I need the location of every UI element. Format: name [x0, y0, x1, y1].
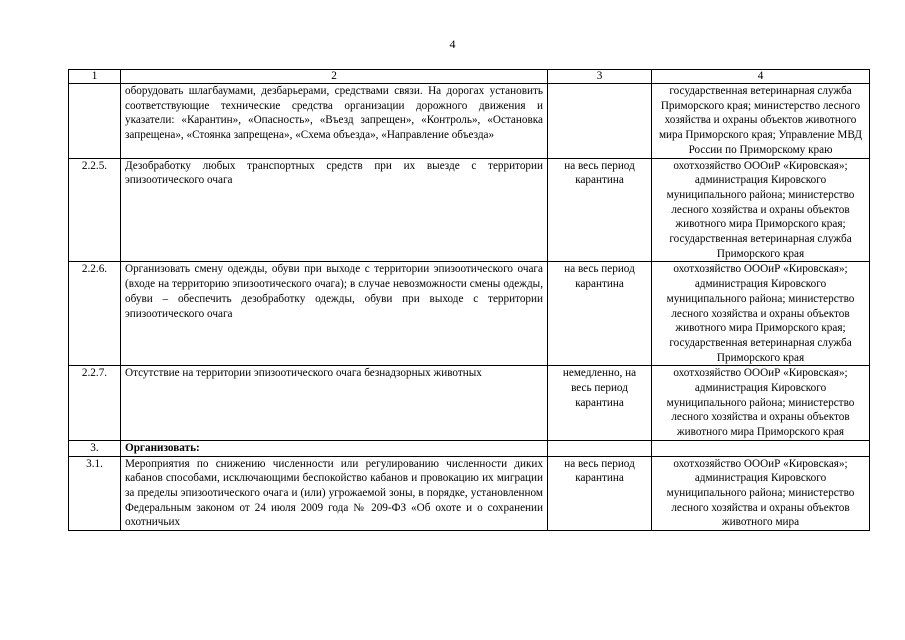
table-row — [69, 440, 870, 456]
header-cell-3: 3 — [548, 70, 652, 84]
row-responsible: охотхозяйство ОООиР «Кировская»; администрация Кировского муниципального района; министерство лесного хозяйства и охраны объектов животного мира Приморского края; государственная ветеринарная служба Приморского края — [652, 158, 870, 262]
row-term: на весь период карантина — [548, 158, 652, 262]
row-number: 3. — [69, 440, 121, 456]
row-term — [548, 440, 652, 456]
table-row — [69, 158, 870, 262]
section-heading: Организовать: — [121, 440, 548, 456]
table-row — [69, 366, 870, 441]
header-cell-4: 4 — [652, 70, 870, 84]
row-responsible: охотхозяйство ОООиР «Кировская»; администрация Кировского муниципального района; министерство лесного хозяйства и охраны объектов животного мира Приморского края; государственная ветеринарная служба Приморского края — [652, 262, 870, 366]
row-number: 2.2.5. — [69, 158, 121, 262]
row-responsible — [652, 440, 870, 456]
row-action: Дезобработку любых транспортных средств при их выезде с территории эпизоотического очага — [121, 158, 548, 262]
header-cell-1: 1 — [69, 70, 121, 84]
row-action: оборудовать шлагбаумами, дезбарьерами, средствами связи. На дорогах установить соответствующие технические средства организации дорожного движения и указатели: «Карантин», «Опасность», «Въезд запрещен», «Контроль», «Остановка запрещена», «Стоянка запрещена», «Схема объезда», «Направление объезда» — [121, 84, 548, 159]
page-number: 4 — [449, 37, 456, 51]
header-cell-2: 2 — [121, 70, 548, 84]
row-action: Организовать смену одежды, обуви при выходе с территории эпизоотического очага (входе на территорию эпизоотического очага); в случае невозможности смены одежды, обуви – обеспечить дезобработку одежды, обуви при выходе с территории эпизоотического очага — [121, 262, 548, 366]
row-action: Мероприятия по снижению численности или регулированию численности диких кабанов способами, исключающими беспокойство кабанов и провокацию их миграции за пределы эпизоотического очага и (или) угрожаемой зоны, в порядке, установленном Федеральным законом от 24 июля 2009 года № 209-ФЗ «Об охоте и о сохранении охотничьих — [121, 456, 548, 531]
table-header-row — [69, 70, 870, 84]
row-term: на весь период карантина — [548, 262, 652, 366]
table-row — [69, 84, 870, 159]
row-number: 3.1. — [69, 456, 121, 531]
row-term: на весь период карантина — [548, 456, 652, 531]
row-number — [69, 84, 121, 159]
measures-table — [68, 69, 870, 531]
row-term: немедленно, на весь период карантина — [548, 366, 652, 441]
row-action: Отсутствие на территории эпизоотического очага безнадзорных животных — [121, 366, 548, 441]
table-row — [69, 262, 870, 366]
row-number: 2.2.6. — [69, 262, 121, 366]
row-responsible: охотхозяйство ОООиР «Кировская»; администрация Кировского муниципального района; министерство лесного хозяйства и охраны объектов животного мира — [652, 456, 870, 531]
row-term — [548, 84, 652, 159]
table-row — [69, 456, 870, 531]
row-responsible: государственная ветеринарная служба Приморского края; министерство лесного хозяйства и охраны объектов животного мира Приморского края; Управление МВД России по Приморскому краю — [652, 84, 870, 159]
row-responsible: охотхозяйство ОООиР «Кировская»; администрация Кировского муниципального района; министерство лесного хозяйства и охраны объектов животного мира Приморского края — [652, 366, 870, 441]
row-number: 2.2.7. — [69, 366, 121, 441]
